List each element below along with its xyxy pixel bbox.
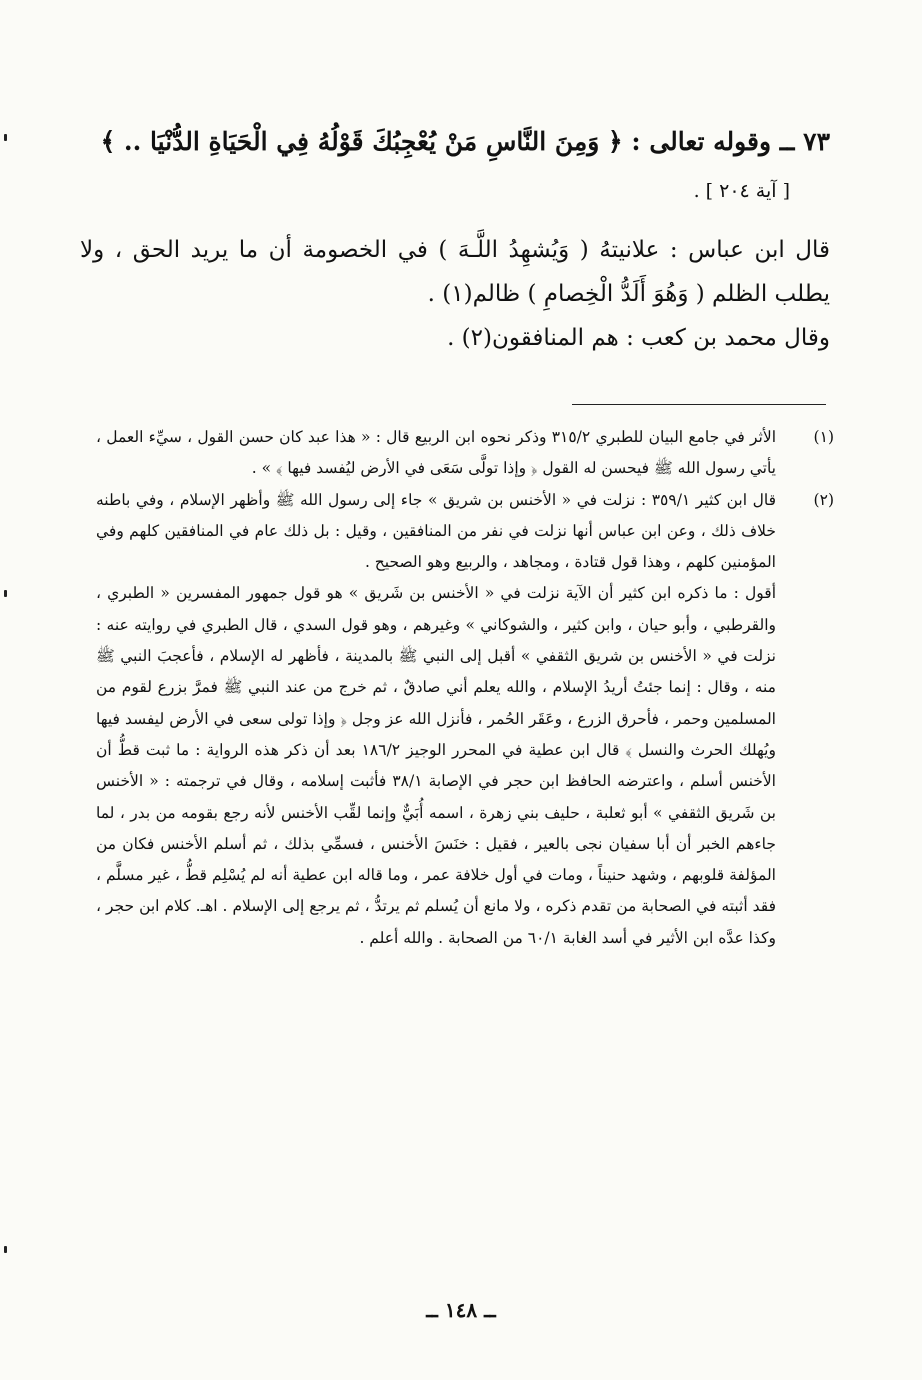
page-number: ــ ١٤٨ ــ: [426, 1298, 496, 1322]
verse-reference: [ آية ٢٠٤ ] .: [693, 180, 790, 202]
footnote-text: الأثر في جامع البيان للطبري ٣١٥/٢ وذكر نحوه ابن الربيع قال : « هذا عبد كان حسن القول ، سيِّء العمل ، يأتي رسول الله ﷺ فيحسن له القول ﴿ وإذا تولَّى سَعَى في الأرض ليُفسد فيها ﴾ » .: [96, 428, 776, 478]
footnote-number: (٢): [813, 490, 834, 509]
commentary-paragraph: أقول : ما ذكره ابن كثير أن الآية نزلت في « الأخنس بن شَريق » هو قول جمهور المفسرين « الطبري ، والقرطبي ، وأبو حيان ، وابن كثير ، والشوكاني » وغيرهم ، وهو قول السدي ، قال الطبري في روايته عنه : نزلت في « الأخنس بن شريق الثقفي » أقبل إلى النبي ﷺ بالمدينة ، فأظهر له الإسلام ، فأعجبَ النبي ﷺ منه ، وقال : إنما جئتُ أريدُ الإسلام ، والله يعلم أني صادقٌ ، ثم خرج من عند النبي ﷺ فمرَّ بزرع لقوم من المسلمين وحمر ، فأحرق الزرع ، وعَقَر الحُمر ، فأنزل الله عز وجل ﴿ وإذا تولى سعى في الأرض ليفسد فيها ويُهلك الحرث والنسل ﴾ قال ابن عطية في المحرر الوجيز ١٨٦/٢ بعد أن ذكر هذه الرواية : ما ثبت قطُّ أن الأخنس أسلم ، واعترضه الحافظ ابن حجر في الإصابة ٣٨/١ فأثبت إسلامه ، وقال في ترجمته : « الأخنس بن شَريق الثقفي » أبو ثعلبة ، حليف بني زهرة ، اسمه أُبَيٌّ وإنما لقِّب الأخنس لأنه رجع بقومه من بدر ، لما جاءهم الخبر أن أبا سفيان نجى بالعير ، فقيل : خنَسَ الأخنس ، فسمِّي بذلك ، ثم أسلم الأخنس فكان من المؤلفة قلوبهم ، وشهد حنيناً ، ومات في أول خلافة عمر ، وما قاله ابن عطية أنه لم يُسْلِم قطُّ ، غير مسلَّم ، فقد أثبته في الصحابة من تقدم ذكره ، ولا مانع أن يُسلم ثم يرتدُّ ، ثم يرجع إلى الإسلام . اهـ. كلام ابن حجر ، وكذا عدَّه ابن الأثير في أسد الغابة ٦٠/١ من الصحابة . والله أعلم .: [96, 584, 776, 947]
author-commentary: [96, 578, 776, 954]
main-paragraph: قال ابن عباس : علانيتهُ ( وَيُشهِدُ اللَّـهَ ) في الخصومة أن ما يريد الحق ، ولا يطلب الظلم ( وَهُوَ أَلَدُّ الْخِصامِ ) ظالم(١) .: [80, 237, 830, 307]
footnote: [96, 422, 834, 485]
main-text: [80, 228, 830, 360]
footnote-separator: [572, 404, 826, 405]
verse-heading: ٧٣ ــ وقوله تعالى : ﴿ وَمِنَ النَّاسِ مَنْ يُعْجِبُكَ قَوْلُهُ فِي الْحَيَاةِ الدُّنْيَا .. ﴾: [100, 127, 830, 156]
footnote-number: (١): [813, 428, 834, 446]
main-paragraph: وقال محمد بن كعب : هم المنافقون(٢) .: [447, 325, 830, 351]
scan-mark: [4, 590, 7, 597]
footnotes: [96, 422, 834, 954]
footnote: [96, 485, 834, 579]
footnote-text: قال ابن كثير ٣٥٩/١ : نزلت في « الأخنس بن شريق » جاء إلى رسول الله ﷺ وأظهر الإسلام ، وفي باطنه خلاف ذلك ، وعن ابن عباس أنها نزلت في نفر من المنافقين ، وقيل : بل ذلك عام في المنافقين كلهم وفي المؤمنين كلهم ، وهذا قول قتادة ، ومجاهد ، والربيع وهو الصحيح .: [96, 490, 776, 572]
scan-mark: [4, 134, 7, 141]
scan-mark: [4, 1246, 7, 1253]
